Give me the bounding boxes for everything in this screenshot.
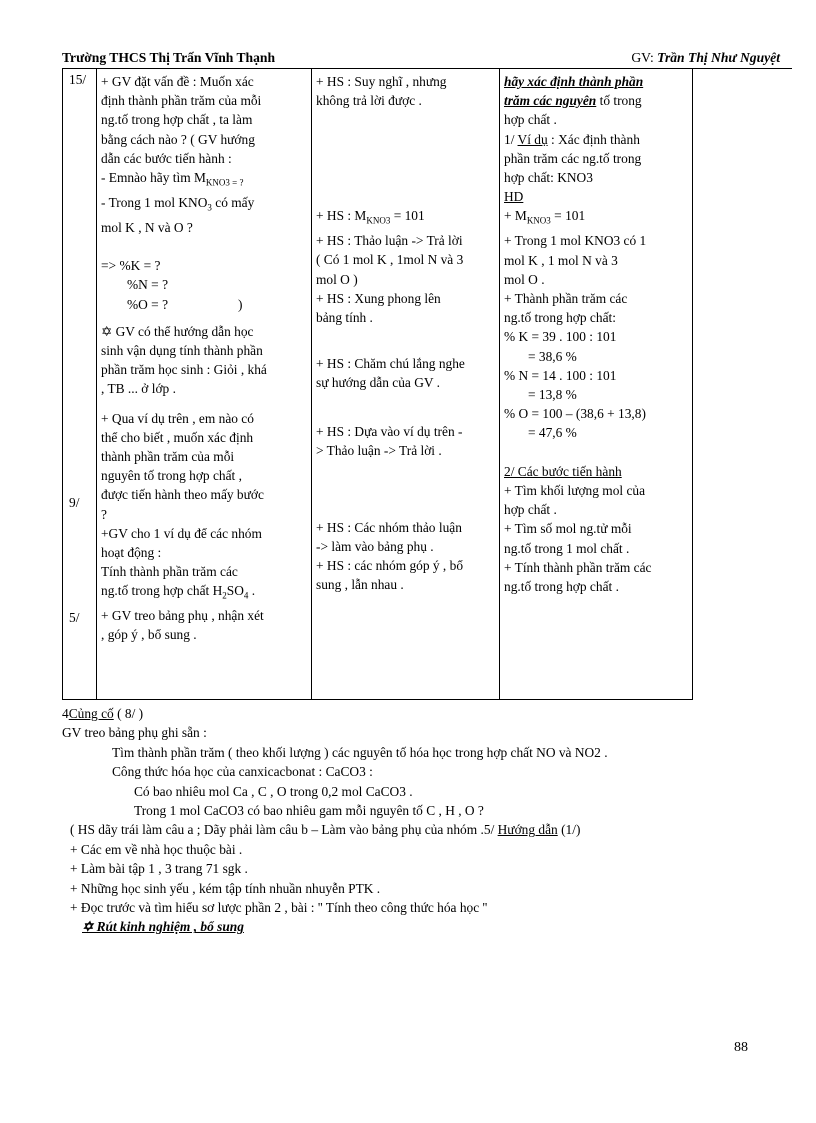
- consolidation-heading: 4Củng cố ( 8/ ): [62, 706, 144, 721]
- content-line: hãy xác định thành phần: [504, 74, 644, 89]
- content-line: HD: [504, 189, 524, 205]
- gv-line: ng.tố trong hợp chất , ta làm: [101, 112, 253, 128]
- time-label: 9/: [69, 495, 80, 510]
- time-label: 5/: [69, 610, 80, 625]
- content-line: 1/ Ví dụ : Xác định thành: [504, 131, 640, 147]
- content-line: + Tìm số mol ng.tử mỗi: [504, 521, 632, 537]
- content-line: + Trong 1 mol KNO3 có 1: [504, 233, 647, 249]
- gv-line: , góp ý , bổ sung .: [101, 627, 197, 643]
- hs-line: bảng tính .: [316, 310, 373, 326]
- content-line: = 38,6 %: [528, 348, 577, 364]
- hs-line: + HS : Thảo luận -> Trả lời: [316, 233, 463, 249]
- content-column: [504, 72, 688, 596]
- content-line: + Tìm khối lượng mol của: [504, 482, 646, 498]
- body-line: Tìm thành phần trăm ( theo khối lượng ) các nguyên tố hóa học trong hợp chất NO và NO2 .: [112, 744, 608, 760]
- gv-line: - Trong 1 mol $KNO_3$ có mấy: [101, 194, 255, 213]
- body-line: ( HS dãy trái làm câu a ; Dãy phải làm câu b – Làm vào bảng phụ của nhóm .5/ Hướng dẫn (1/): [70, 822, 581, 838]
- hs-line: không trả lời được .: [316, 93, 422, 109]
- hs-line: ( Có 1 mol K , 1mol N và 3: [316, 252, 464, 268]
- gv-line: %O = ? ): [127, 296, 243, 312]
- gv-line: + Qua ví dụ trên , em nào có: [101, 410, 254, 426]
- teacher-info: GV: Trần Thị Như Nguyệt: [631, 50, 780, 65]
- teacher-activity-column: [101, 72, 309, 645]
- content-line: = 47,6 %: [528, 425, 577, 441]
- content-line: hợp chất: KNO3: [504, 170, 593, 186]
- gv-line: thể cho biết , muốn xác định: [101, 429, 254, 445]
- hs-line: + HS : Chăm chú lắng nghe: [316, 356, 465, 372]
- hs-line: > Thảo luận -> Trả lời .: [316, 442, 442, 458]
- content-line: trăm các nguyên tố trong: [504, 93, 642, 109]
- gv-line: Tính thành phần trăm các: [101, 564, 238, 580]
- content-line: hợp chất .: [504, 112, 557, 128]
- column-divider: [311, 69, 312, 699]
- gv-line: ✡ GV có thể hướng dẫn học: [101, 323, 254, 339]
- gv-line: + GV treo bảng phụ , nhận xét: [101, 608, 264, 624]
- content-line: + Tính thành phần trăm các: [504, 559, 652, 575]
- hs-line: + HS : Các nhóm thảo luận: [316, 519, 462, 535]
- teacher-name: Trần Thị Như Nguyệt: [657, 50, 780, 65]
- lesson-table: [62, 68, 693, 700]
- content-line: mol K , 1 mol N và 3: [504, 252, 618, 268]
- gv-line: được tiến hành theo mấy bước: [101, 487, 264, 503]
- gv-line: mol K , N và O ?: [101, 219, 193, 235]
- body-line: GV treo bảng phụ ghi sẵn :: [62, 725, 207, 741]
- experience-heading: ✡ Rút kinh nghiệm , bổ sung: [82, 919, 244, 935]
- content-line: + Thành phần trăm các: [504, 290, 628, 306]
- content-line: hợp chất .: [504, 502, 557, 518]
- time-label: 15/: [69, 72, 87, 87]
- page-header: [62, 50, 780, 68]
- after-table-section: [62, 704, 762, 937]
- content-line: % K = 39 . 100 : 101: [504, 329, 617, 345]
- content-line: ng.tố trong hợp chất .: [504, 578, 619, 594]
- student-activity-column: [316, 72, 496, 594]
- page-number: 88: [734, 1040, 748, 1055]
- gv-line: => %K = ?: [101, 258, 161, 274]
- body-line: + Các em về nhà học thuộc bài .: [70, 841, 243, 857]
- body-line: Trong 1 mol CaCO3 có bao nhiêu gam mỗi nguyên tố C , H , O ?: [134, 803, 484, 819]
- content-line: + $M_{KNO3} = 101$: [504, 208, 586, 227]
- gv-line: phần trăm học sinh : Giỏi , khá: [101, 362, 267, 378]
- content-line: % N = 14 . 100 : 101: [504, 367, 617, 383]
- gv-line: dẫn các bước tiến hành :: [101, 150, 232, 166]
- content-line: = 13,8 %: [528, 386, 577, 402]
- column-divider: [96, 69, 97, 699]
- body-line: Có bao nhiêu mol Ca , C , O trong 0,2 mol CaCO3 .: [134, 783, 413, 799]
- hs-line: mol O ): [316, 271, 358, 287]
- content-line: 2/ Các bước tiến hành: [504, 463, 622, 479]
- body-line: + Những học sinh yếu , kém tập tính nhuần nhuyễn PTK .: [70, 880, 381, 896]
- body-line: + Làm bài tập 1 , 3 trang 71 sgk .: [70, 861, 248, 877]
- hs-line: -> làm vào bảng phụ .: [316, 538, 434, 554]
- gv-line: , TB ... ở lớp .: [101, 381, 176, 397]
- gv-line: %N = ?: [127, 277, 169, 293]
- body-line: + Đọc trước và tìm hiểu sơ lược phần 2 , bài : '' Tính theo công thức hóa học '': [70, 900, 488, 916]
- gv-line: + GV đặt vấn đề : Muốn xác: [101, 74, 254, 89]
- content-line: ng.tố trong 1 mol chất .: [504, 540, 630, 556]
- gv-line: định thành phần trăm của mỗi: [101, 93, 262, 109]
- hs-line: + HS : Xung phong lên: [316, 290, 441, 306]
- gv-line: bằng cách nào ? ( GV hướng: [101, 131, 255, 147]
- gv-line: - Emnào hãy tìm $M_{KNO3 = ?}$: [101, 170, 244, 188]
- gv-line: sinh vận dụng tính thành phần: [101, 342, 263, 358]
- gv-line: nguyên tố trong hợp chất ,: [101, 468, 242, 484]
- hs-line: + HS : các nhóm góp ý , bổ: [316, 558, 464, 574]
- content-line: % O = 100 – (38,6 + 13,8): [504, 406, 646, 422]
- column-divider: [499, 69, 500, 699]
- gv-line: ng.tố trong hợp chất $H_2SO_4$ .: [101, 583, 256, 602]
- content-line: ng.tố trong hợp chất:: [504, 310, 616, 326]
- hs-line: sung , lẫn nhau .: [316, 577, 404, 593]
- hs-line: sự hướng dẫn của GV .: [316, 375, 440, 391]
- school-name: Trường THCS Thị Trấn Vĩnh Thạnh: [62, 50, 276, 65]
- hs-line: + HS : Dựa vào ví dụ trên -: [316, 423, 463, 439]
- gv-line: hoạt động :: [101, 545, 162, 560]
- gv-line: thành phần trăm của mỗi: [101, 448, 235, 464]
- hs-line: + HS : Suy nghĩ , nhưng: [316, 74, 447, 89]
- content-line: phần trăm các ng.tố trong: [504, 150, 642, 166]
- hs-line: + HS : $M_{KNO3} = 101$: [316, 208, 425, 227]
- body-line: Công thức hóa học của canxicacbonat : CaCO3 :: [112, 764, 373, 780]
- content-line: mol O .: [504, 271, 545, 287]
- gv-line: ?: [101, 506, 107, 522]
- gv-line: +GV cho 1 ví dụ để các nhóm: [101, 525, 262, 541]
